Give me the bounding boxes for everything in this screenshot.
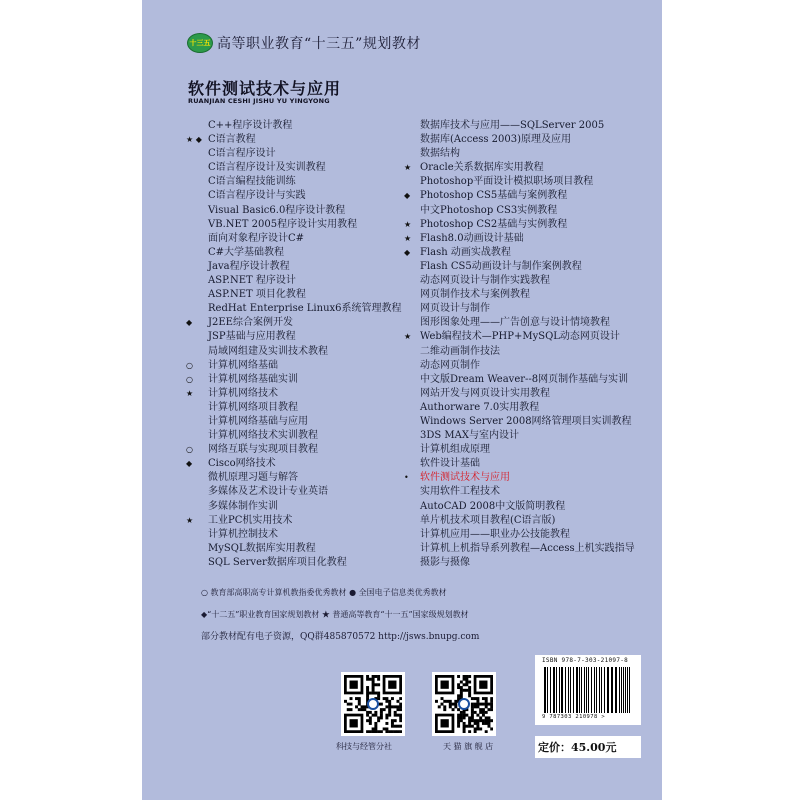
book-mark: ◆ <box>186 459 193 469</box>
book-name: 二维动画制作技法 <box>420 345 500 357</box>
book-name: C语言程序设计 <box>208 148 276 160</box>
book-mark <box>404 401 420 415</box>
book-mark: ◆ <box>404 191 411 201</box>
book-list-item <box>186 204 402 218</box>
book-list-item <box>186 556 402 570</box>
barcode-digits: 9 787303 210978 > <box>542 714 606 720</box>
book-list-item <box>404 274 635 288</box>
book-name: 数据结构 <box>420 148 460 160</box>
book-name: 计算机上机指导系列教程—Access上机实践指导 <box>420 542 635 554</box>
book-list-item <box>404 500 635 514</box>
book-name: Cisco网络技术 <box>208 458 276 470</box>
price-label: 定价：45.00元 <box>538 741 617 754</box>
book-mark <box>186 485 208 499</box>
book-name: 中文Photoshop CS3实例教程 <box>420 204 558 216</box>
book-mark <box>404 147 420 161</box>
book-mark: ◆ <box>404 247 411 257</box>
qr-label-tmall: 天 猫 旗 舰 店 <box>443 742 494 751</box>
book-list-item <box>404 232 635 246</box>
book-name: C++程序设计教程 <box>208 120 293 131</box>
book-mark: ○ <box>186 360 193 370</box>
book-name: 数据库(Access 2003)原理及应用 <box>420 134 572 146</box>
qr-code-tmall[interactable] <box>432 672 496 736</box>
book-name: AutoCAD 2008中文版简明教程 <box>420 500 566 512</box>
book-list-item <box>404 514 635 528</box>
book-list-item <box>186 119 402 133</box>
book-list-item <box>186 189 402 203</box>
book-name: 计算机应用——职业办公技能教程 <box>420 528 570 540</box>
book-mark <box>186 246 208 260</box>
book-name: Photoshop CS5基础与案例教程 <box>420 190 568 202</box>
book-mark <box>186 556 208 570</box>
book-mark <box>404 274 420 288</box>
book-name: Web编程技术—PHP+MySQL动态网页设计 <box>420 331 620 343</box>
book-mark: ○ <box>186 445 193 455</box>
book-mark <box>186 528 208 542</box>
book-list-item <box>186 218 402 232</box>
book-list-item <box>404 288 635 302</box>
book-list-item <box>186 514 402 528</box>
book-mark <box>404 302 420 316</box>
book-mark <box>186 147 208 161</box>
book-name: 计算机组成原理 <box>420 444 490 456</box>
book-mark: ★ <box>404 332 412 342</box>
book-name: Photoshop平面设计模拟职场项目教程 <box>420 176 594 188</box>
book-name: Flash CS5动画设计与制作案例教程 <box>420 260 582 272</box>
book-list-item <box>186 401 402 415</box>
book-name: Flash 动画实战教程 <box>420 246 511 258</box>
book-list-item-current <box>404 471 635 485</box>
book-mark: ★ <box>404 219 412 229</box>
book-list-left <box>186 119 402 570</box>
book-list-item <box>186 175 402 189</box>
book-mark <box>186 500 208 514</box>
book-mark <box>186 189 208 203</box>
book-list-item <box>186 161 402 175</box>
book-mark: ★ ◆ <box>186 135 202 145</box>
book-name: MySQL数据库实用教程 <box>208 542 316 554</box>
book-name: Windows Server 2008网络管理项目实训教程 <box>420 415 632 427</box>
book-name: Oracle关系数据库实用教程 <box>420 162 544 174</box>
book-list-item <box>186 345 402 359</box>
book-mark <box>186 330 208 344</box>
book-mark <box>404 387 420 401</box>
book-name: 工业PC机实用技术 <box>208 514 293 526</box>
book-name: C#大学基础教程 <box>208 246 285 258</box>
book-list-item <box>404 542 635 556</box>
book-name: Authorware 7.0实用教程 <box>420 401 540 413</box>
book-name: Java程序设计教程 <box>208 260 290 272</box>
book-mark: ○ <box>186 374 193 384</box>
book-list-item <box>404 330 635 344</box>
book-mark <box>404 175 420 189</box>
book-list-item <box>186 246 402 260</box>
book-mark <box>404 119 420 133</box>
book-mark <box>186 175 208 189</box>
book-list-item <box>404 373 635 387</box>
book-list-item <box>404 415 635 429</box>
book-name: 网页制作技术与案例教程 <box>420 289 530 301</box>
qr-code-publisher[interactable] <box>341 672 405 736</box>
book-mark <box>404 443 420 457</box>
book-list-item <box>186 288 402 302</box>
book-mark <box>186 119 208 133</box>
book-mark <box>186 232 208 246</box>
book-mark <box>404 514 420 528</box>
book-name: 计算机网络基础 <box>208 359 278 371</box>
book-list-item <box>186 316 402 330</box>
book-list-item <box>404 359 635 373</box>
book-mark <box>404 415 420 429</box>
barcode-image <box>542 667 634 713</box>
book-name: J2EE综合案例开发 <box>208 317 293 329</box>
book-list-item <box>186 359 402 373</box>
book-mark <box>186 302 208 316</box>
book-list-item <box>186 274 402 288</box>
book-list-item <box>186 415 402 429</box>
book-mark <box>404 133 420 147</box>
series-title: 高等职业教育“十三五”规划教材 <box>217 36 421 52</box>
book-name: C语言教程 <box>208 134 256 146</box>
book-list-item <box>186 443 402 457</box>
book-name: Visual Basic6.0程序设计教程 <box>208 204 346 216</box>
qr-label-publisher: 科技与经管分社 <box>336 742 392 751</box>
book-list-item <box>404 218 635 232</box>
book-mark <box>186 415 208 429</box>
book-mark: ★ <box>186 388 194 398</box>
book-list-item <box>404 260 635 274</box>
book-mark: ★ <box>186 515 194 525</box>
book-name: 动态网页制作 <box>420 359 480 371</box>
book-name: 摄影与摄像 <box>420 556 470 568</box>
book-mark <box>404 373 420 387</box>
book-mark <box>404 500 420 514</box>
book-mark: ★ <box>404 233 412 243</box>
book-name: 网页设计与制作 <box>420 303 490 315</box>
book-name: 实用软件工程技术 <box>420 486 500 498</box>
book-list-item <box>186 457 402 471</box>
book-list-item <box>404 189 635 203</box>
book-list-item <box>186 429 402 443</box>
book-name: C语言编程技能训练 <box>208 176 296 188</box>
book-list-item <box>404 175 635 189</box>
book-list-item <box>186 471 402 485</box>
book-name: ASP.NET 项目化教程 <box>208 289 306 301</box>
book-mark <box>404 485 420 499</box>
book-list-item <box>404 457 635 471</box>
book-name: 多媒体制作实训 <box>208 500 278 512</box>
book-name: 图形图象处理——广告创意与设计情境教程 <box>420 317 610 329</box>
book-mark <box>404 204 420 218</box>
book-name: 计算机控制技术 <box>208 528 278 540</box>
book-mark <box>186 345 208 359</box>
book-mark <box>186 429 208 443</box>
book-mark <box>186 274 208 288</box>
book-list-item <box>404 443 635 457</box>
book-list-item <box>404 119 635 133</box>
book-name: 软件设计基础 <box>420 458 480 470</box>
book-name: 多媒体及艺术设计专业英语 <box>208 486 328 498</box>
book-list-item <box>186 330 402 344</box>
book-name: 计算机网络技术 <box>208 387 278 399</box>
book-mark: • <box>404 473 409 483</box>
book-pinyin: RUANJIAN CESHI JISHU YU YINGYONG <box>188 97 330 105</box>
book-mark <box>186 471 208 485</box>
book-mark <box>186 288 208 302</box>
book-list-item <box>186 147 402 161</box>
book-mark: ★ <box>404 163 412 173</box>
book-list-item <box>404 528 635 542</box>
book-list-item <box>404 485 635 499</box>
book-name: SQL Server数据库项目化教程 <box>208 556 347 568</box>
book-mark: ◆ <box>186 318 193 328</box>
book-name: C语言程序设计及实训教程 <box>208 162 326 174</box>
book-name: Flash8.0动画设计基础 <box>420 232 524 244</box>
book-mark <box>404 429 420 443</box>
book-list-item <box>404 161 635 175</box>
book-list-item <box>186 133 402 147</box>
book-list-item <box>186 387 402 401</box>
book-list-right <box>404 119 635 570</box>
book-name: 软件测试技术与应用 <box>420 472 510 484</box>
book-name: 网络互联与实现项目教程 <box>208 444 318 456</box>
book-name: 单片机技术项目教程(C语言版) <box>420 514 556 526</box>
book-mark <box>186 260 208 274</box>
book-mark <box>404 345 420 359</box>
book-list-item <box>404 246 635 260</box>
book-mark <box>404 288 420 302</box>
book-list-item <box>404 345 635 359</box>
book-mark <box>404 556 420 570</box>
book-list-item <box>404 147 635 161</box>
book-list-item <box>404 556 635 570</box>
book-name: 面向对象程序设计C# <box>208 232 305 244</box>
book-list-item <box>404 429 635 443</box>
book-list-item <box>186 485 402 499</box>
book-mark <box>404 528 420 542</box>
book-list-item <box>404 204 635 218</box>
book-list-item <box>404 133 635 147</box>
book-list-item <box>186 232 402 246</box>
book-list-item <box>186 528 402 542</box>
book-name: ASP.NET 程序设计 <box>208 275 296 287</box>
book-name: 动态网页设计与制作实践教程 <box>420 275 550 287</box>
book-name: C语言程序设计与实践 <box>208 190 306 202</box>
book-title: 软件测试技术与应用 <box>188 79 342 98</box>
book-list-item <box>404 316 635 330</box>
book-mark <box>186 204 208 218</box>
book-list-item <box>404 302 635 316</box>
book-list-item <box>186 500 402 514</box>
book-list-item <box>404 401 635 415</box>
book-name: 计算机网络项目教程 <box>208 401 298 413</box>
book-name: VB.NET 2005程序设计实用教程 <box>208 218 358 230</box>
book-name: 局域网组建及实训技术教程 <box>208 345 328 357</box>
book-mark <box>186 161 208 175</box>
book-list-item <box>186 302 402 316</box>
book-mark <box>186 542 208 556</box>
book-list-item <box>186 373 402 387</box>
book-list-item <box>186 260 402 274</box>
book-list-item <box>404 387 635 401</box>
legend-line-1: ○ 教育部高职高专计算机教指委优秀教材 ● 全国电子信息类优秀教材 <box>201 588 447 597</box>
resource-info: 部分教材配有电子资源，QQ群485870572 http://jsws.bnupg.com <box>201 632 480 642</box>
book-name: 计算机网络技术实训教程 <box>208 430 318 442</box>
book-mark <box>186 218 208 232</box>
book-list-item <box>186 542 402 556</box>
book-mark <box>404 542 420 556</box>
book-mark <box>404 359 420 373</box>
book-name: 网站开发与网页设计实用教程 <box>420 387 550 399</box>
series-logo: 十三五 <box>187 33 213 53</box>
legend-line-2: ◆“十二五”职业教育国家规划教材 ★ 普通高等教育“十一五”国家级规划教材 <box>201 610 469 619</box>
book-name: RedHat Enterprise Linux6系统管理教程 <box>208 303 402 315</box>
book-name: JSP基础与应用教程 <box>208 331 296 343</box>
book-name: 3DS MAX与室内设计 <box>420 430 519 442</box>
book-name: 微机原理习题与解答 <box>208 472 298 484</box>
book-mark <box>404 457 420 471</box>
book-name: 计算机网络基础实训 <box>208 373 298 385</box>
book-name: Photoshop CS2基础与实例教程 <box>420 218 568 230</box>
book-mark <box>186 401 208 415</box>
book-mark <box>404 316 420 330</box>
book-name: 计算机网络基础与应用 <box>208 415 308 427</box>
book-name: 中文版Dream Weaver--8网页制作基础与实训 <box>420 373 629 385</box>
book-mark <box>404 260 420 274</box>
book-name: 数据库技术与应用——SQLServer 2005 <box>420 120 605 131</box>
series-header <box>187 32 421 54</box>
isbn-text: ISBN 978-7-303-21097-8 <box>542 657 629 664</box>
